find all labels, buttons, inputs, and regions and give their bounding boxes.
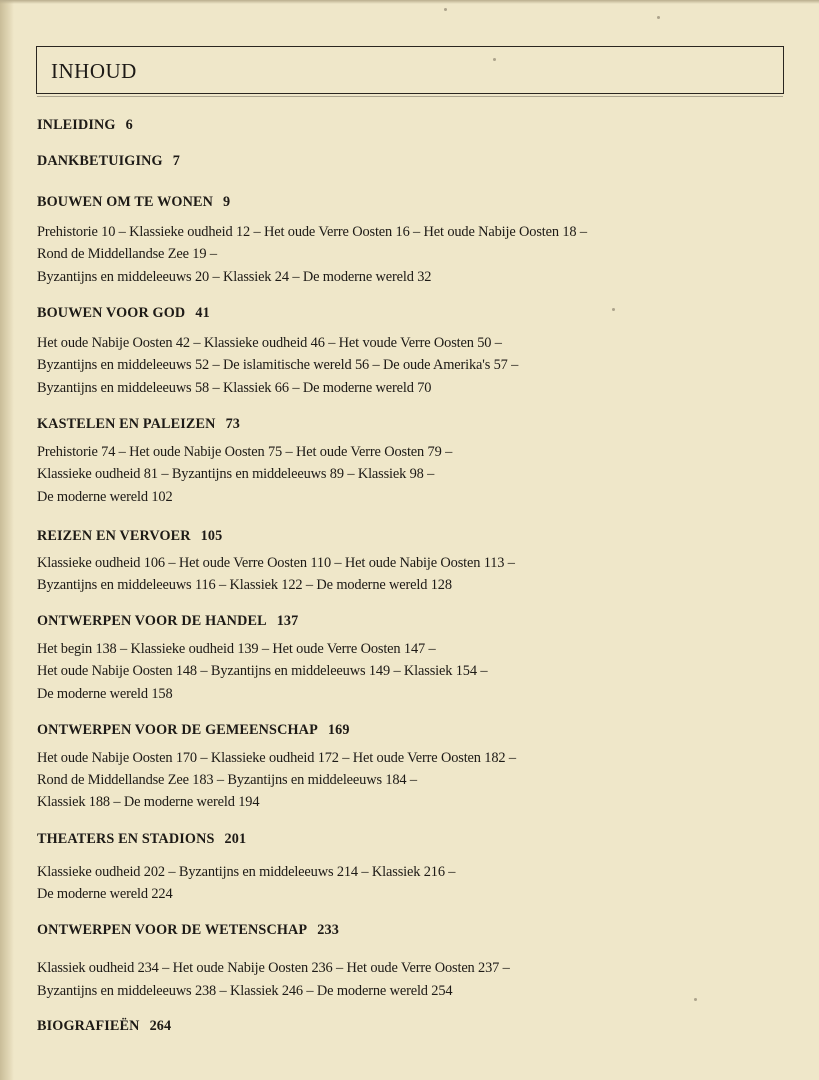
paper-speck (444, 8, 447, 11)
toc-heading-title: ONTWERPEN VOOR DE GEMEENSCHAP (37, 722, 318, 738)
toc-subentry-line: Byzantijns en middeleeuws 20 – Klassiek 24 – De moderne wereld 32 (37, 269, 432, 285)
toc-heading-page: 9 (223, 194, 231, 210)
page-top-edge (0, 0, 819, 4)
toc-subentry-line: Klassiek oudheid 234 – Het oude Nabije Oosten 236 – Het oude Verre Oosten 237 – (37, 960, 510, 976)
toc-subentry-line: Klassieke oudheid 106 – Het oude Verre Oosten 110 – Het oude Nabije Oosten 113 – (37, 555, 515, 571)
toc-heading-page: 105 (200, 528, 223, 544)
toc-subentry-line: Byzantijns en middeleeuws 238 – Klassiek 246 – De moderne wereld 254 (37, 983, 453, 999)
toc-heading-title: BIOGRAFIEËN (37, 1018, 140, 1034)
toc-heading-page: 73 (225, 416, 241, 432)
paper-speck (612, 308, 615, 311)
toc-subentry-line: Het oude Nabije Oosten 170 – Klassieke oudheid 172 – Het oude Verre Oosten 182 – (37, 750, 516, 766)
toc-subentry-line: De moderne wereld 158 (37, 686, 173, 702)
toc-subentry-line: Het oude Nabije Oosten 42 – Klassieke oudheid 46 – Het voude Verre Oosten 50 – (37, 335, 502, 351)
toc-heading-title: ONTWERPEN VOOR DE HANDEL (37, 613, 267, 629)
toc-subentry-line: Klassieke oudheid 202 – Byzantijns en middeleeuws 214 – Klassiek 216 – (37, 864, 456, 880)
toc-subentry-line: De moderne wereld 102 (37, 489, 173, 505)
page-binding-shadow (0, 0, 14, 1080)
toc-subentry-line: Het oude Nabije Oosten 148 – Byzantijns en middeleeuws 149 – Klassiek 154 – (37, 663, 488, 679)
toc-heading (37, 305, 210, 322)
toc-heading (37, 153, 180, 170)
toc-heading (37, 722, 350, 739)
toc-subentry-line: Byzantijns en middeleeuws 58 – Klassiek 66 – De moderne wereld 70 (37, 380, 432, 396)
contents-title: INHOUD (51, 59, 137, 83)
contents-title-box (36, 46, 784, 94)
toc-subentry-line: Klassiek 188 – De moderne wereld 194 (37, 794, 260, 810)
toc-heading-page: 6 (125, 117, 133, 133)
toc-heading (37, 117, 133, 134)
toc-heading (37, 194, 230, 211)
toc-heading-page: 169 (327, 722, 350, 738)
toc-heading (37, 1018, 171, 1035)
paper-speck (694, 998, 697, 1001)
toc-subentry-line: Byzantijns en middeleeuws 116 – Klassiek 122 – De moderne wereld 128 (37, 577, 452, 593)
toc-heading-page: 7 (172, 153, 180, 169)
toc-heading-title: THEATERS EN STADIONS (37, 831, 215, 847)
toc-heading (37, 922, 339, 939)
toc-subentry-line: Klassieke oudheid 81 – Byzantijns en middeleeuws 89 – Klassiek 98 – (37, 466, 435, 482)
toc-subentry-line: Rond de Middellandse Zee 183 – Byzantijns en middeleeuws 184 – (37, 772, 417, 788)
toc-heading-title: INLEIDING (37, 117, 116, 133)
toc-heading-page: 137 (276, 613, 299, 629)
toc-heading-title: BOUWEN VOOR GOD (37, 305, 186, 321)
toc-heading-page: 201 (224, 831, 247, 847)
toc-heading-page: 264 (149, 1018, 172, 1034)
toc-subentry-line: Rond de Middellandse Zee 19 – (37, 246, 217, 262)
toc-heading-title: DANKBETUIGING (37, 153, 163, 169)
paper-speck (657, 16, 660, 19)
toc-heading (37, 831, 246, 848)
toc-subentry-line: Het begin 138 – Klassieke oudheid 139 – Het oude Verre Oosten 147 – (37, 641, 436, 657)
toc-heading-title: REIZEN EN VERVOER (37, 528, 191, 544)
toc-heading (37, 613, 298, 630)
toc-subentry-line: Prehistorie 10 – Klassieke oudheid 12 – Het oude Verre Oosten 16 – Het oude Nabije Oosten 18 – (37, 224, 587, 240)
toc-heading-page: 41 (195, 305, 210, 321)
toc-subentry-line: De moderne wereld 224 (37, 886, 173, 902)
toc-heading-title: KASTELEN EN PALEIZEN (37, 416, 216, 432)
toc-heading (37, 416, 240, 433)
toc-heading-page: 233 (317, 922, 339, 938)
toc-heading-title: BOUWEN OM TE WONEN (37, 194, 213, 210)
toc-subentry-line: Byzantijns en middeleeuws 52 – De islamitische wereld 56 – De oude Amerika's 57 – (37, 357, 519, 373)
toc-heading-title: ONTWERPEN VOOR DE WETENSCHAP (37, 922, 308, 938)
toc-subentry-line: Prehistorie 74 – Het oude Nabije Oosten 75 – Het oude Verre Oosten 79 – (37, 444, 453, 460)
toc-heading (37, 528, 222, 545)
